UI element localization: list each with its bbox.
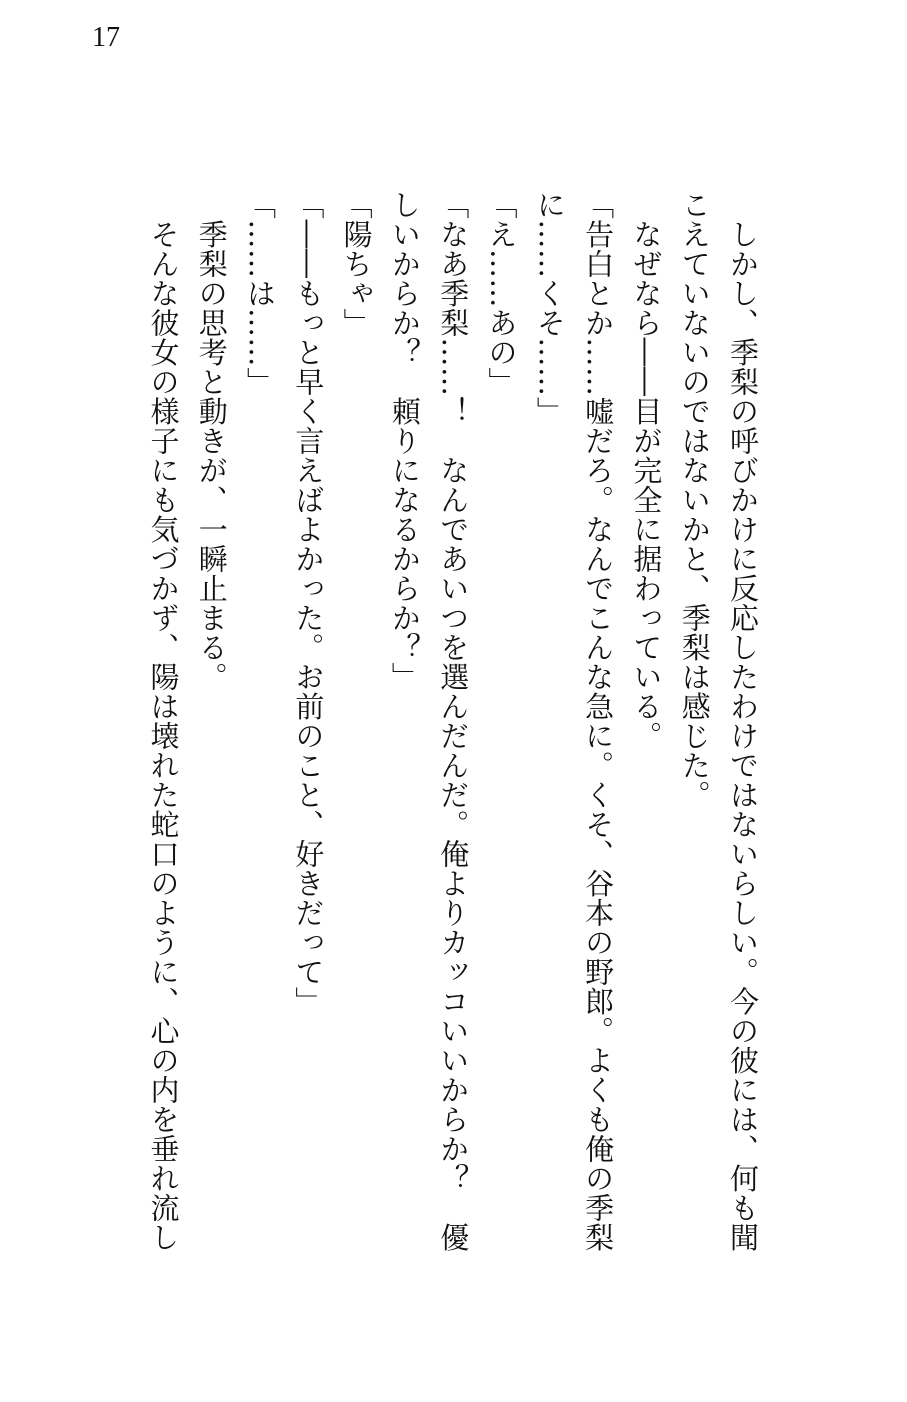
- text-line: 「え……あの」: [484, 190, 519, 397]
- text-line: 「なあ季梨……！ なんであいつを選んだんだ。俺よりカッコいいからか？ 優: [436, 190, 471, 1252]
- text-line: 「告白とか……嘘だろ。なんでこんな急に。くそ、谷本の野郎。よくも俺の季梨: [581, 190, 616, 1252]
- text-line: に……くそ……」: [532, 190, 567, 426]
- text-line: 「……は……」: [243, 190, 278, 397]
- text-line: 季梨の思考と動きが、一瞬止まる。: [194, 190, 229, 692]
- text-line: こえていないのではないかと、季梨は感じた。: [677, 190, 712, 810]
- text-line: そんな彼女の様子にも気づかず、陽は壊れた蛇口のように、心の内を垂れ流し: [146, 190, 181, 1252]
- text-line: しかし、季梨の呼びかけに反応したわけではないらしい。今の彼には、何も聞: [726, 190, 760, 1252]
- page-number: 17: [92, 22, 120, 53]
- text-line: しいからか？ 頼りになるからか？」: [387, 190, 422, 692]
- text-line: 「――もっと早く言えばよかった。お前のこと、好きだって」: [291, 190, 326, 1016]
- text-line: なぜなら――目が完全に据わっている。: [629, 190, 664, 751]
- novel-body-text: [139, 190, 767, 1280]
- text-line: 「陽ちゃ」: [339, 190, 374, 338]
